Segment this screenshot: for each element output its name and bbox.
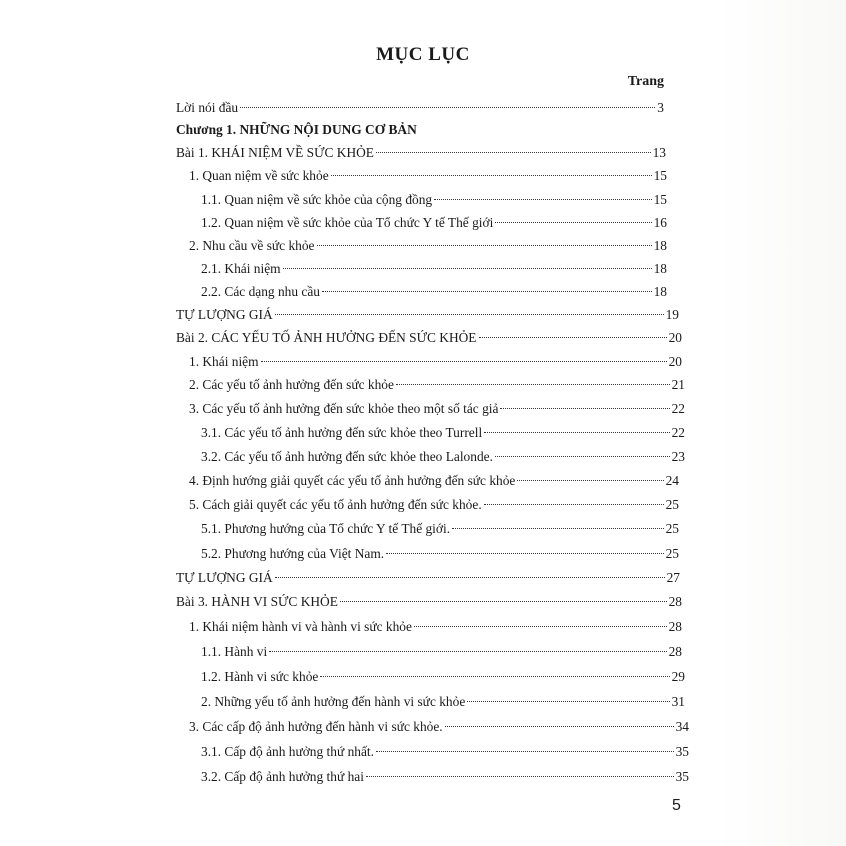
toc-chapter-heading	[176, 120, 664, 140]
toc-entry-label: 5.2. Phương hướng của Việt Nam.	[201, 546, 385, 561]
toc-leader-dots	[479, 337, 667, 338]
toc-entry	[201, 213, 667, 233]
toc-entry-label: 4. Định hướng giải quyết các yếu tố ảnh hưởng đến sức khỏe	[189, 473, 516, 488]
toc-entry	[176, 98, 664, 118]
toc-entry-label: Bài 3. HÀNH VI SỨC KHỎE	[176, 594, 338, 609]
toc-entry	[201, 692, 685, 712]
toc-entry	[176, 305, 679, 325]
toc-entry	[201, 767, 689, 787]
toc-entry	[201, 190, 667, 210]
toc-leader-dots	[484, 504, 664, 505]
toc-entry	[176, 568, 680, 588]
toc-leader-dots	[269, 651, 666, 652]
toc-entry	[189, 375, 685, 395]
toc-entry	[201, 423, 685, 443]
toc-entry-page: 28	[668, 594, 682, 609]
toc-leader-dots	[320, 676, 669, 677]
toc-entry-label: 1. Khái niệm hành vi và hành vi sức khỏe	[189, 619, 412, 634]
toc-leader-dots	[275, 314, 664, 315]
toc-entry	[189, 166, 667, 186]
toc-entry-label: 3.1. Các yếu tố ảnh hưởng đến sức khỏe theo Turrell	[201, 425, 483, 440]
toc-entry-label: 1.2. Hành vi sức khỏe	[201, 669, 319, 684]
page-number: 5	[672, 797, 681, 814]
page-column-label: Trang	[627, 74, 664, 89]
toc-entry-label: 3.1. Cấp độ ảnh hưởng thứ nhất.	[201, 744, 374, 759]
toc-entry-label: 2.1. Khái niệm	[201, 261, 281, 276]
toc-entry-label: 1. Quan niệm về sức khỏe	[189, 168, 329, 183]
toc-leader-dots	[434, 199, 651, 200]
toc-entry	[201, 544, 679, 564]
toc-entry-page: 31	[671, 694, 685, 709]
toc-entry-page: 25	[665, 497, 679, 512]
toc-entry-page: 23	[671, 449, 685, 464]
toc-entry-page: 20	[668, 354, 682, 369]
toc-entry-label: Chương 1. NHỮNG NỘI DUNG CƠ BẢN	[176, 122, 417, 137]
toc-leader-dots	[275, 577, 665, 578]
toc-entry	[189, 236, 667, 256]
toc-entry-label: 2.2. Các dạng nhu cầu	[201, 284, 320, 299]
toc-entry-page: 27	[666, 570, 680, 585]
toc-entry	[201, 642, 682, 662]
toc-leader-dots	[445, 726, 674, 727]
toc-entry-page: 21	[671, 377, 685, 392]
toc-entry-label: 3.2. Cấp độ ảnh hưởng thứ hai	[201, 769, 364, 784]
toc-entry	[201, 742, 689, 762]
toc-entry-page: 35	[675, 744, 689, 759]
toc-entry-page: 19	[665, 307, 679, 322]
page-title: MỤC LỤC	[376, 44, 470, 65]
toc-entry-page: 25	[665, 546, 679, 561]
toc-leader-dots	[283, 268, 652, 269]
toc-entry-page: 15	[653, 192, 667, 207]
toc-entry-label: 1.1. Hành vi	[201, 644, 268, 659]
toc-leader-dots	[467, 701, 669, 702]
toc-leader-dots	[240, 107, 655, 108]
toc-entry	[176, 143, 666, 163]
toc-entry-page: 20	[668, 330, 682, 345]
toc-leader-dots	[484, 432, 669, 433]
toc-entry	[189, 352, 682, 372]
toc-leader-dots	[495, 456, 670, 457]
toc-entry-label: 3.2. Các yếu tố ảnh hưởng đến sức khỏe theo Lalonde.	[201, 449, 493, 464]
toc-leader-dots	[396, 384, 670, 385]
toc-entry-page: 22	[671, 425, 685, 440]
toc-entry-label: 3. Các cấp độ ảnh hưởng đến hành vi sức khỏe.	[189, 719, 443, 734]
toc-leader-dots	[317, 245, 652, 246]
toc-entry-label: TỰ LƯỢNG GIÁ	[176, 307, 273, 322]
toc-entry-label: 2. Những yếu tố ảnh hưởng đến hành vi sức khỏe	[201, 694, 466, 709]
toc-entry-page: 28	[668, 619, 682, 634]
toc-entry-page: 18	[653, 284, 667, 299]
toc-entry-page: 29	[671, 669, 685, 684]
toc-leader-dots	[414, 626, 667, 627]
toc-leader-dots	[376, 751, 674, 752]
toc-entry-page: 34	[675, 719, 689, 734]
toc-entry-page: 15	[653, 168, 667, 183]
toc-entry-label: 1. Khái niệm	[189, 354, 259, 369]
toc-entry-label: Bài 2. CÁC YẾU TỐ ẢNH HƯỞNG ĐẾN SỨC KHỎE	[176, 330, 477, 345]
toc-entry-label: 3. Các yếu tố ảnh hưởng đến sức khỏe theo một số tác giả	[189, 401, 499, 416]
toc-entry-page: 28	[668, 644, 682, 659]
toc-entry-page: 18	[653, 261, 667, 276]
toc-leader-dots	[500, 408, 669, 409]
toc-leader-dots	[376, 152, 651, 153]
toc-entry-label: 5.1. Phương hướng của Tổ chức Y tế Thế giới.	[201, 521, 451, 536]
toc-entry-page: 22	[671, 401, 685, 416]
toc-entry	[176, 592, 682, 612]
toc-entry	[189, 495, 679, 515]
toc-entry-label: Bài 1. KHÁI NIỆM VỀ SỨC KHỎE	[176, 145, 374, 160]
toc-entry	[201, 667, 685, 687]
toc-entry	[189, 471, 679, 491]
toc-leader-dots	[452, 528, 664, 529]
toc-leader-dots	[331, 175, 652, 176]
toc-entry-page: 24	[665, 473, 679, 488]
toc-entry	[201, 447, 685, 467]
toc-entry-page: 16	[653, 215, 667, 230]
toc-entry-page: 35	[675, 769, 689, 784]
toc-leader-dots	[366, 776, 674, 777]
toc-leader-dots	[495, 222, 651, 223]
toc-entry-label: 1.2. Quan niệm về sức khỏe của Tổ chức Y tế Thế giới	[201, 215, 494, 230]
toc-leader-dots	[517, 480, 663, 481]
toc-leader-dots	[261, 361, 667, 362]
toc-leader-dots	[386, 553, 664, 554]
toc-entry	[201, 519, 679, 539]
toc-leader-dots	[340, 601, 667, 602]
toc-entry-page: 25	[665, 521, 679, 536]
toc-leader-dots	[322, 291, 652, 292]
toc-entry-label: 2. Nhu cầu về sức khỏe	[189, 238, 315, 253]
toc-entry-label: Lời nói đầu	[176, 100, 239, 115]
toc-entry-label: 5. Cách giải quyết các yếu tố ảnh hưởng đến sức khỏe.	[189, 497, 482, 512]
toc-entry-label: 2. Các yếu tố ảnh hưởng đến sức khỏe	[189, 377, 394, 392]
toc-entry	[189, 399, 685, 419]
toc-entry-page: 3	[657, 100, 664, 115]
toc-entry	[176, 328, 682, 348]
toc-entry	[201, 282, 667, 302]
toc-entry	[189, 717, 689, 737]
page-shadow	[716, 0, 846, 846]
toc-entry	[189, 617, 682, 637]
toc-entry-page: 18	[653, 238, 667, 253]
toc-entry-label: TỰ LƯỢNG GIÁ	[176, 570, 273, 585]
toc-entry-label: 1.1. Quan niệm về sức khỏe của cộng đồng	[201, 192, 433, 207]
toc-entry-page: 13	[652, 145, 666, 160]
toc-entry	[201, 259, 667, 279]
